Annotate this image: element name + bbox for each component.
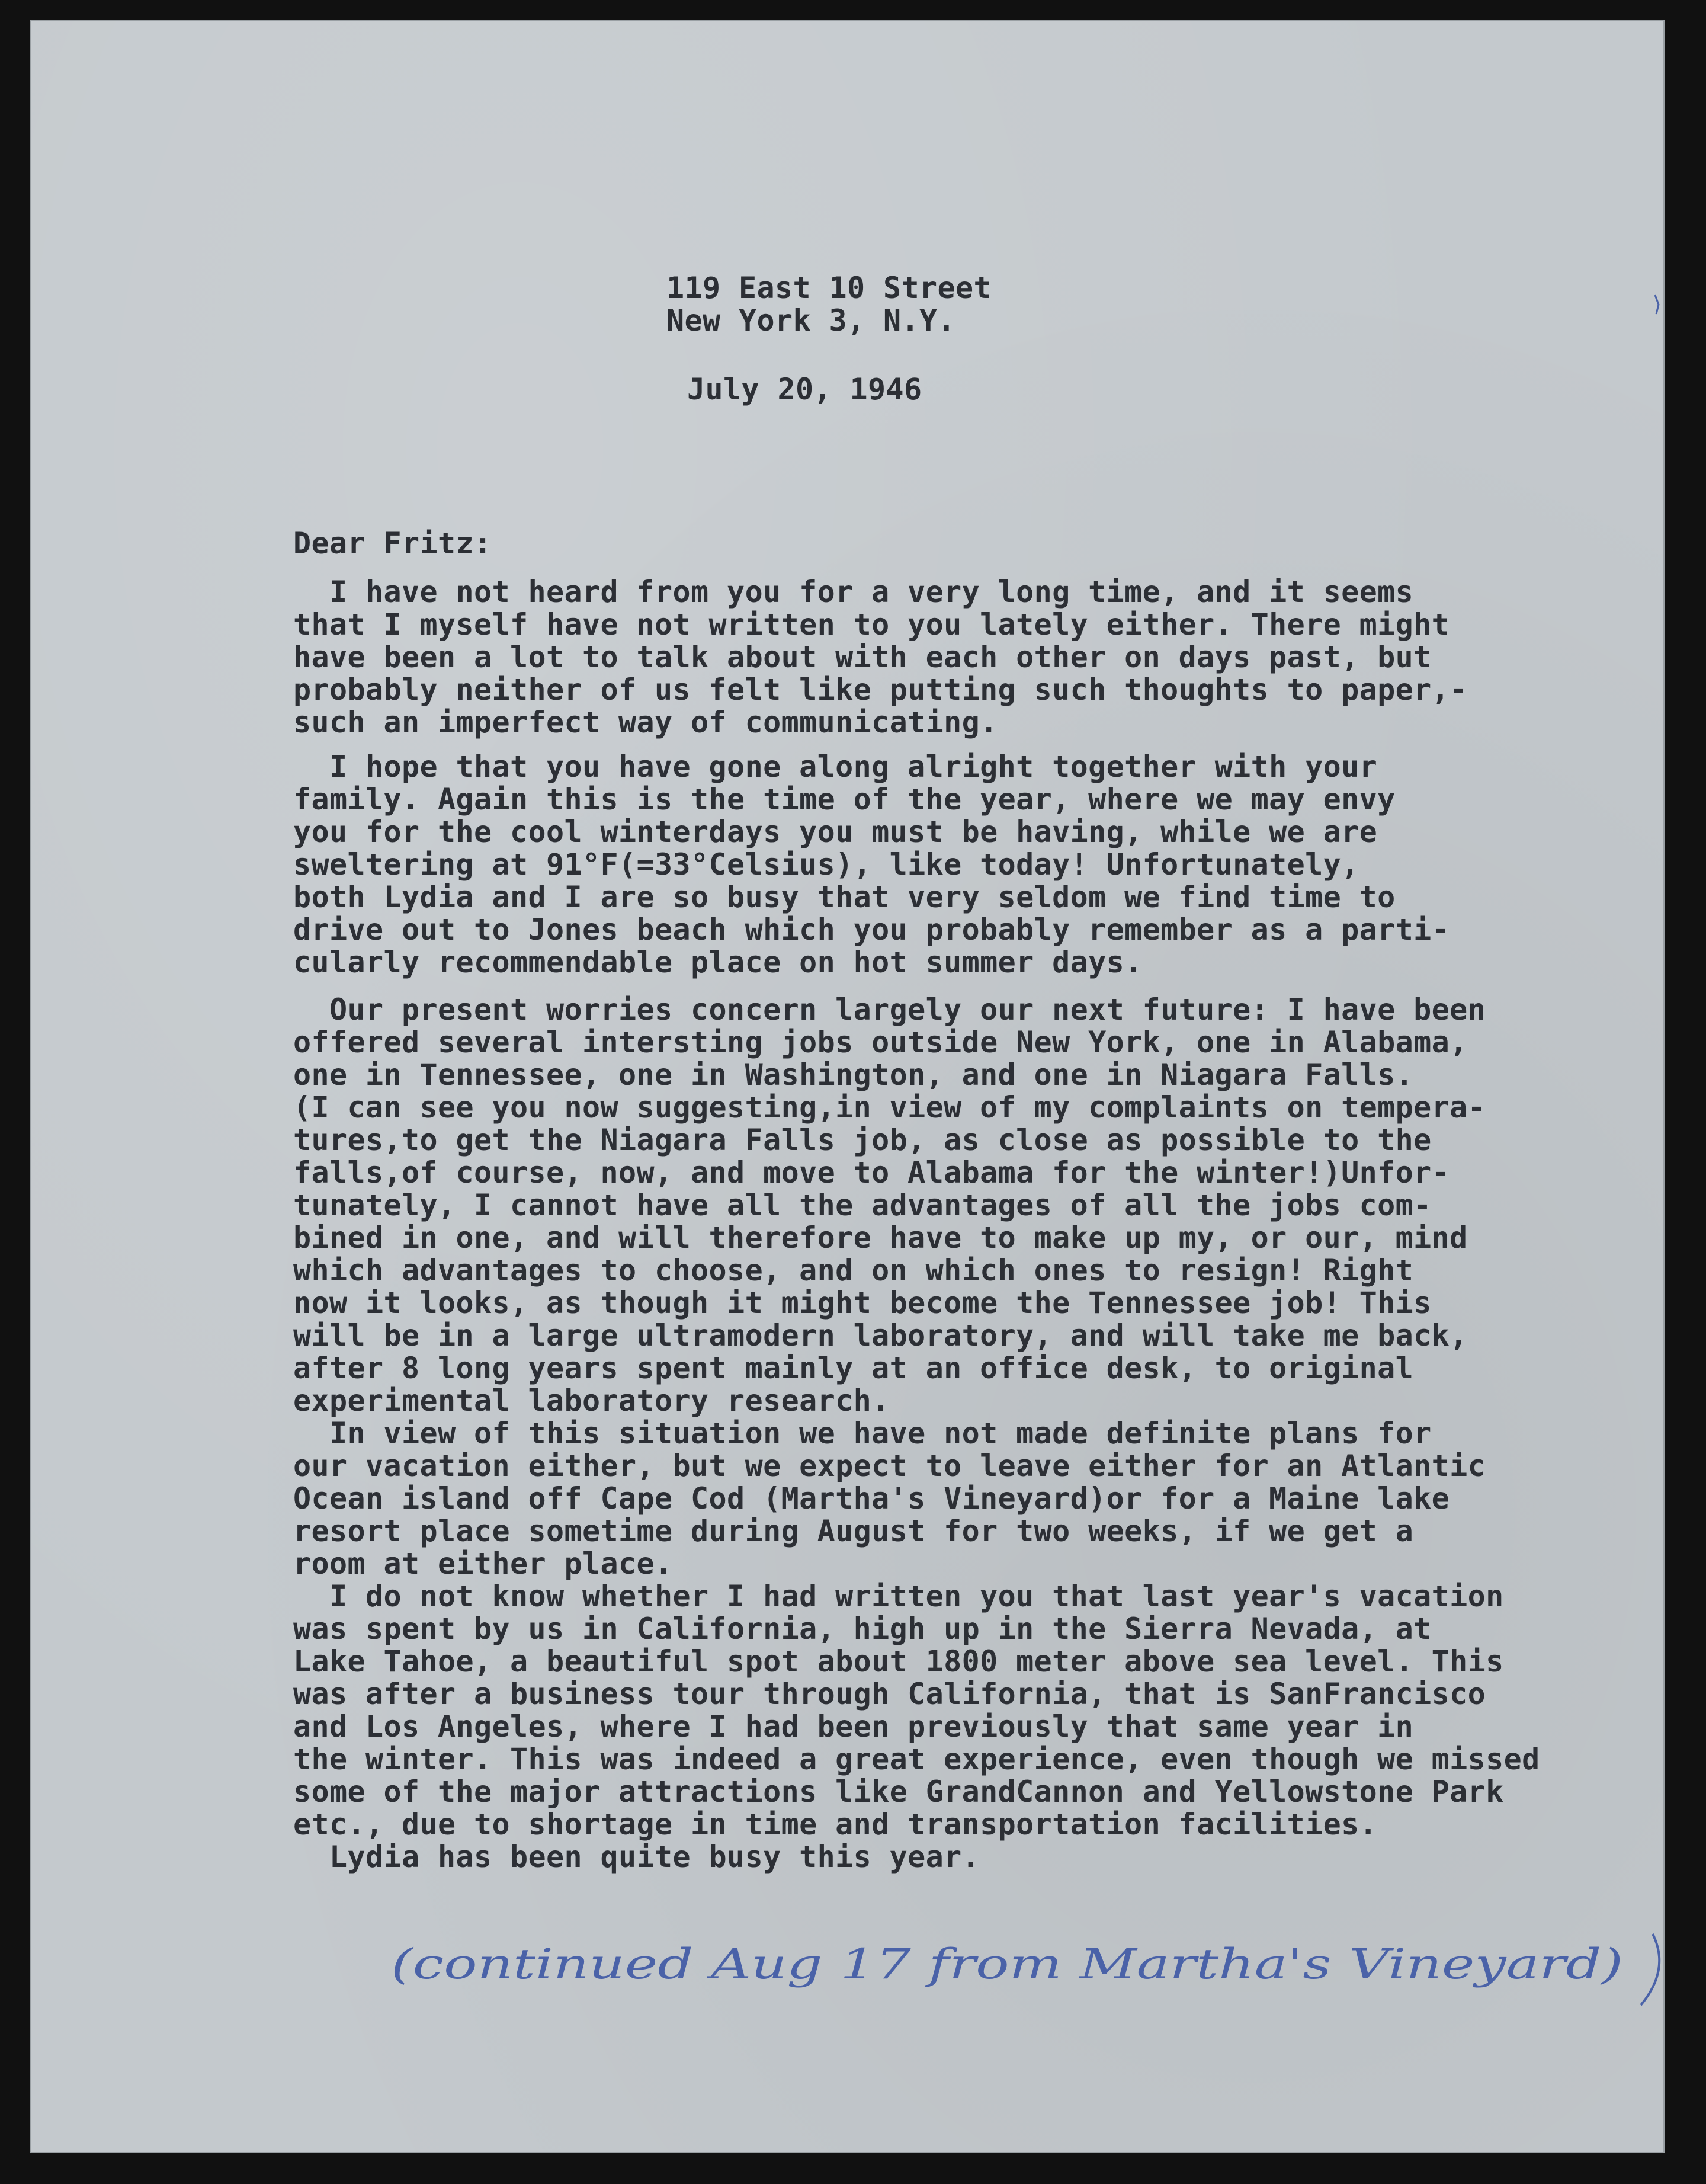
text-line: was after a business tour through California, that is SanFrancisco [293, 1677, 1486, 1711]
text-line: probably neither of us felt like putting such thoughts to paper,- [293, 673, 1468, 707]
handwritten-note [385, 1922, 1676, 2011]
text-line: I do not know whether I had written you that last year's vacation [293, 1579, 1504, 1613]
address-line-2: New York 3, N.Y. [666, 303, 956, 338]
text-line: etc., due to shortage in time and transportation facilities. [293, 1807, 1378, 1842]
text-line: one in Tennessee, one in Washington, and one in Niagara Falls. [293, 1058, 1414, 1092]
text-line: bined in one, and will therefore have to make up my, or our, mind [293, 1221, 1468, 1255]
text-line: the winter. This was indeed a great experience, even though we missed [293, 1742, 1540, 1776]
text-line: Lydia has been quite busy this year. [293, 1840, 980, 1874]
paragraph-3 [293, 994, 1540, 1874]
text-line: (I can see you now suggesting,in view of my complaints on tempera- [293, 1090, 1486, 1125]
text-line: both Lydia and I are so busy that very seldom we find time to [293, 880, 1396, 914]
handwritten-note-text: (continued Aug 17 from Martha's Vineyard) [391, 1940, 1623, 1988]
sender-address [666, 272, 992, 337]
text-line: offered several intersting jobs outside New York, one in Alabama, [293, 1025, 1468, 1059]
text-line: tunately, I cannot have all the advantages of all the jobs com- [293, 1188, 1432, 1222]
letter-page [30, 20, 1665, 2153]
paragraph-1 [293, 576, 1468, 739]
text-line: experimental laboratory research. [293, 1384, 890, 1418]
text-line: resort place sometime during August for two weeks, if we get a [293, 1514, 1414, 1548]
text-line: tures,to get the Niagara Falls job, as close as possible to the [293, 1123, 1432, 1157]
text-line: I hope that you have gone along alright together with your [293, 750, 1378, 784]
text-line: I have not heard from you for a very long time, and it seems [293, 575, 1414, 609]
text-line: family. Again this is the time of the year, where we may envy [293, 782, 1396, 816]
text-line: Lake Tahoe, a beautiful spot about 1800 meter above sea level. This [293, 1644, 1504, 1679]
text-line: now it looks, as though it might become the Tennessee job! This [293, 1286, 1432, 1320]
letter-date: July 20, 1946 [687, 372, 922, 406]
text-line: such an imperfect way of communicating. [293, 705, 998, 739]
text-line: some of the major attractions like GrandCannon and Yellowstone Park [293, 1775, 1504, 1809]
text-line: which advantages to choose, and on which ones to resign! Right [293, 1253, 1414, 1288]
text-line: our vacation either, but we expect to leave either for an Atlantic [293, 1449, 1486, 1483]
address-line-1: 119 East 10 Street [666, 271, 992, 305]
text-line: was spent by us in California, high up in the Sierra Nevada, at [293, 1612, 1432, 1646]
text-line: after 8 long years spent mainly at an office desk, to original [293, 1351, 1414, 1385]
pen-tick-icon [1653, 293, 1663, 316]
text-line: that I myself have not written to you lately either. There might [293, 607, 1450, 642]
text-line: cularly recommendable place on hot summer days. [293, 945, 1143, 979]
text-line: will be in a large ultramodern laboratory, and will take me back, [293, 1318, 1468, 1353]
text-line: and Los Angeles, where I had been previously that same year in [293, 1709, 1414, 1744]
text-line: room at either place. [293, 1546, 673, 1581]
paragraph-2 [293, 751, 1450, 979]
text-line: have been a lot to talk about with each other on days past, but [293, 640, 1432, 674]
text-line: In view of this situation we have not made definite plans for [293, 1416, 1432, 1450]
text-line: Our present worries concern largely our next future: I have been [293, 992, 1486, 1027]
salutation: Dear Fritz: [293, 526, 492, 561]
text-line: drive out to Jones beach which you probably remember as a parti- [293, 912, 1450, 947]
text-line: falls,of course, now, and move to Alabama for the winter!)Unfor- [293, 1155, 1450, 1190]
pen-stroke-icon [1641, 1934, 1659, 2005]
text-line: you for the cool winterdays you must be having, while we are [293, 815, 1378, 849]
text-line: sweltering at 91°F(=33°Celsius), like today! Unfortunately, [293, 847, 1359, 882]
text-line: Ocean island off Cape Cod (Martha's Vineyard)or for a Maine lake [293, 1481, 1450, 1516]
